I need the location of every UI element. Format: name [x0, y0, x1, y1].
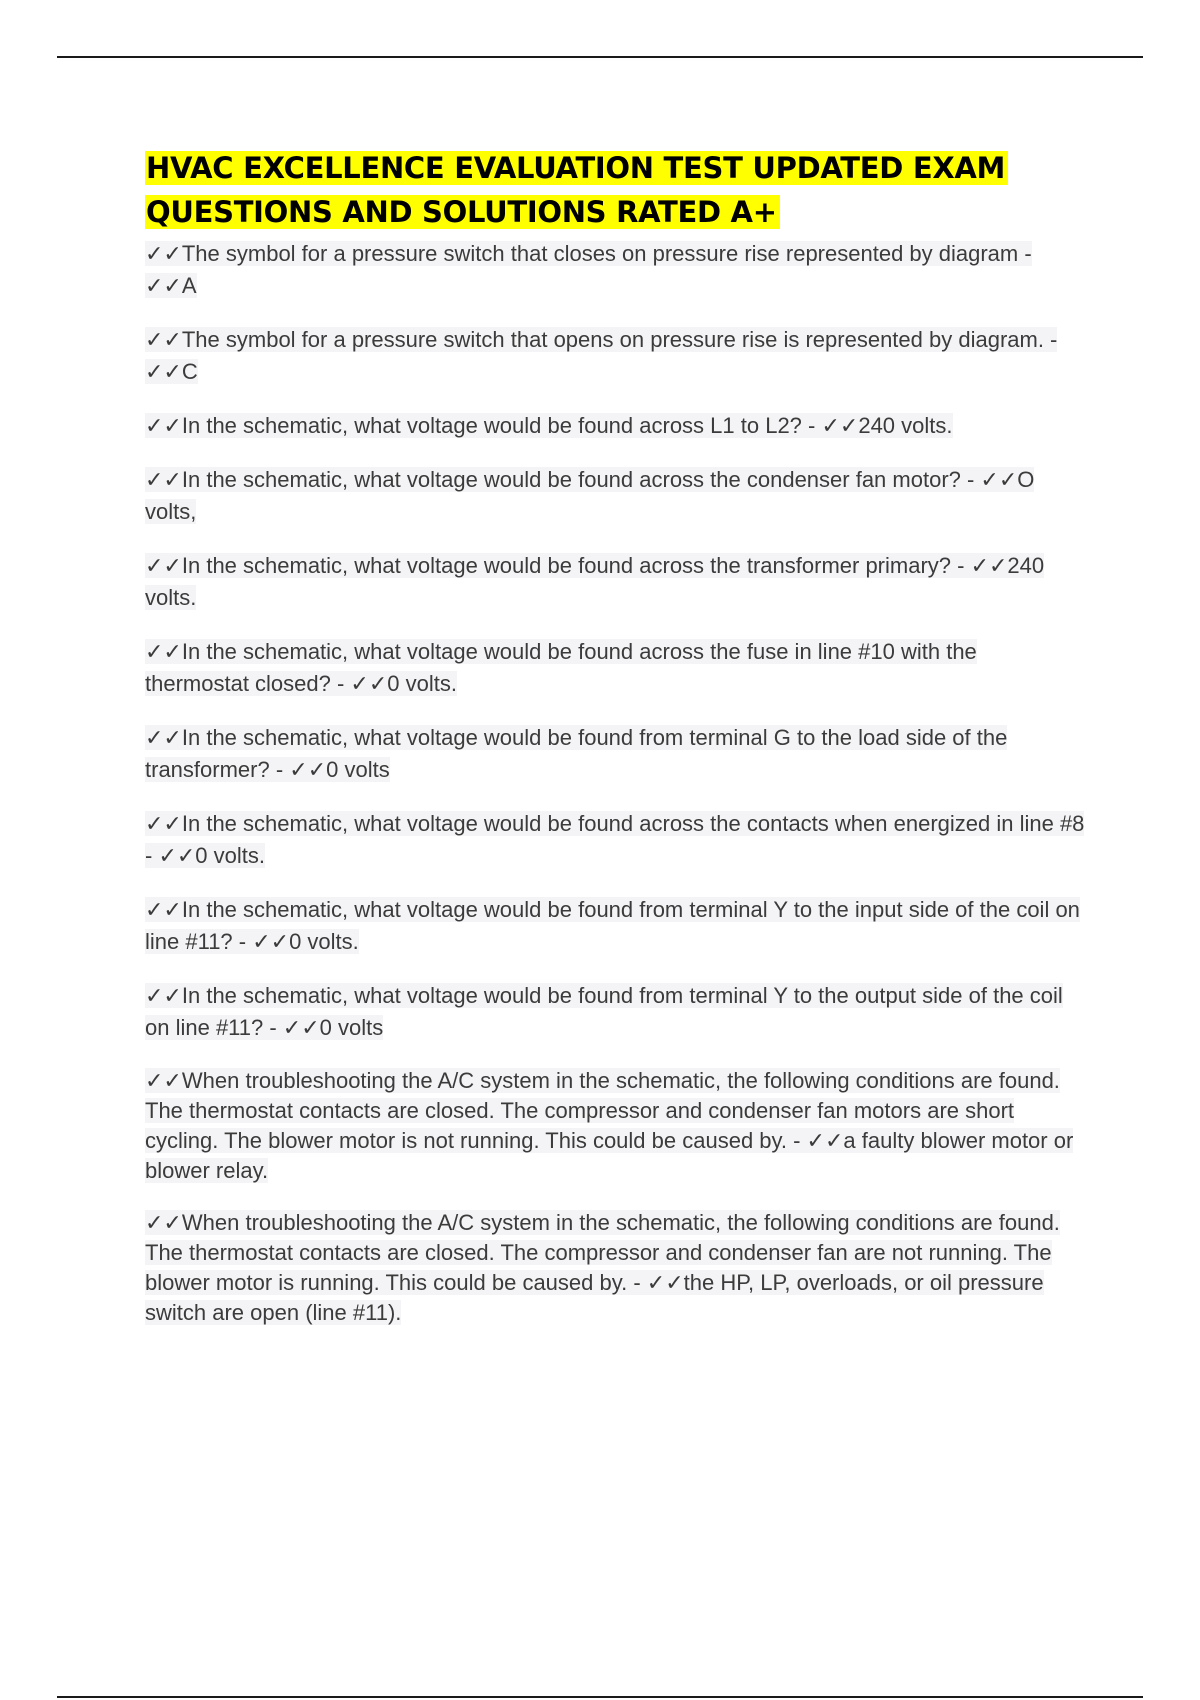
qa-text: ✓✓The symbol for a pressure switch that closes on pressure rise represented by diagram - ✓✓A	[145, 241, 1032, 298]
qa-text: ✓✓When troubleshooting the A/C system in the schematic, the following conditions are found. The thermostat contacts are closed. The compressor and condenser fan motors are short cycling. The blower motor is not running. This could be caused by. - ✓✓a faulty blower motor or blower relay.	[145, 1068, 1074, 1183]
qa-item	[145, 722, 1085, 786]
top-rule	[57, 56, 1143, 58]
qa-text: ✓✓In the schematic, what voltage would be found from terminal G to the load side of the transformer? - ✓✓0 volts	[145, 725, 1008, 782]
qa-text: ✓✓In the schematic, what voltage would be found across the condenser fan motor? - ✓✓O volts,	[145, 467, 1035, 524]
bottom-rule	[57, 1696, 1143, 1698]
qa-item	[145, 550, 1085, 614]
qa-item	[145, 1066, 1085, 1186]
qa-text: ✓✓In the schematic, what voltage would be found from terminal Y to the input side of the coil on line #11? - ✓✓0 volts.	[145, 897, 1080, 954]
qa-item	[145, 894, 1085, 958]
document-title	[145, 146, 1085, 234]
qa-text: ✓✓In the schematic, what voltage would be found across L1 to L2? - ✓✓240 volts.	[145, 413, 953, 438]
qa-text: ✓✓In the schematic, what voltage would be found across the fuse in line #10 with the thermostat closed? - ✓✓0 volts.	[145, 639, 977, 696]
document-body	[145, 146, 1085, 1350]
qa-item	[145, 980, 1085, 1044]
qa-item	[145, 808, 1085, 872]
qa-item	[145, 464, 1085, 528]
qa-text: ✓✓When troubleshooting the A/C system in the schematic, the following conditions are found. The thermostat contacts are closed. The compressor and condenser fan are not running. The blower motor is running. This could be caused by. - ✓✓the HP, LP, overloads, or oil pressure switch are open (line #11).	[145, 1210, 1060, 1325]
qa-text: ✓✓In the schematic, what voltage would be found from terminal Y to the output side of the coil on line #11? - ✓✓0 volts	[145, 983, 1063, 1040]
qa-text: ✓✓In the schematic, what voltage would be found across the contacts when energized in line #8 - ✓✓0 volts.	[145, 811, 1085, 868]
qa-item	[145, 410, 1085, 442]
qa-item	[145, 1208, 1085, 1328]
qa-text: ✓✓The symbol for a pressure switch that opens on pressure rise is represented by diagram. - ✓✓C	[145, 327, 1058, 384]
qa-item	[145, 636, 1085, 700]
qa-item	[145, 324, 1085, 388]
qa-text: ✓✓In the schematic, what voltage would be found across the transformer primary? - ✓✓240 volts.	[145, 553, 1045, 610]
title-highlight: HVAC EXCELLENCE EVALUATION TEST UPDATED EXAM QUESTIONS AND SOLUTIONS RATED A+	[145, 151, 1008, 229]
qa-item	[145, 238, 1085, 302]
